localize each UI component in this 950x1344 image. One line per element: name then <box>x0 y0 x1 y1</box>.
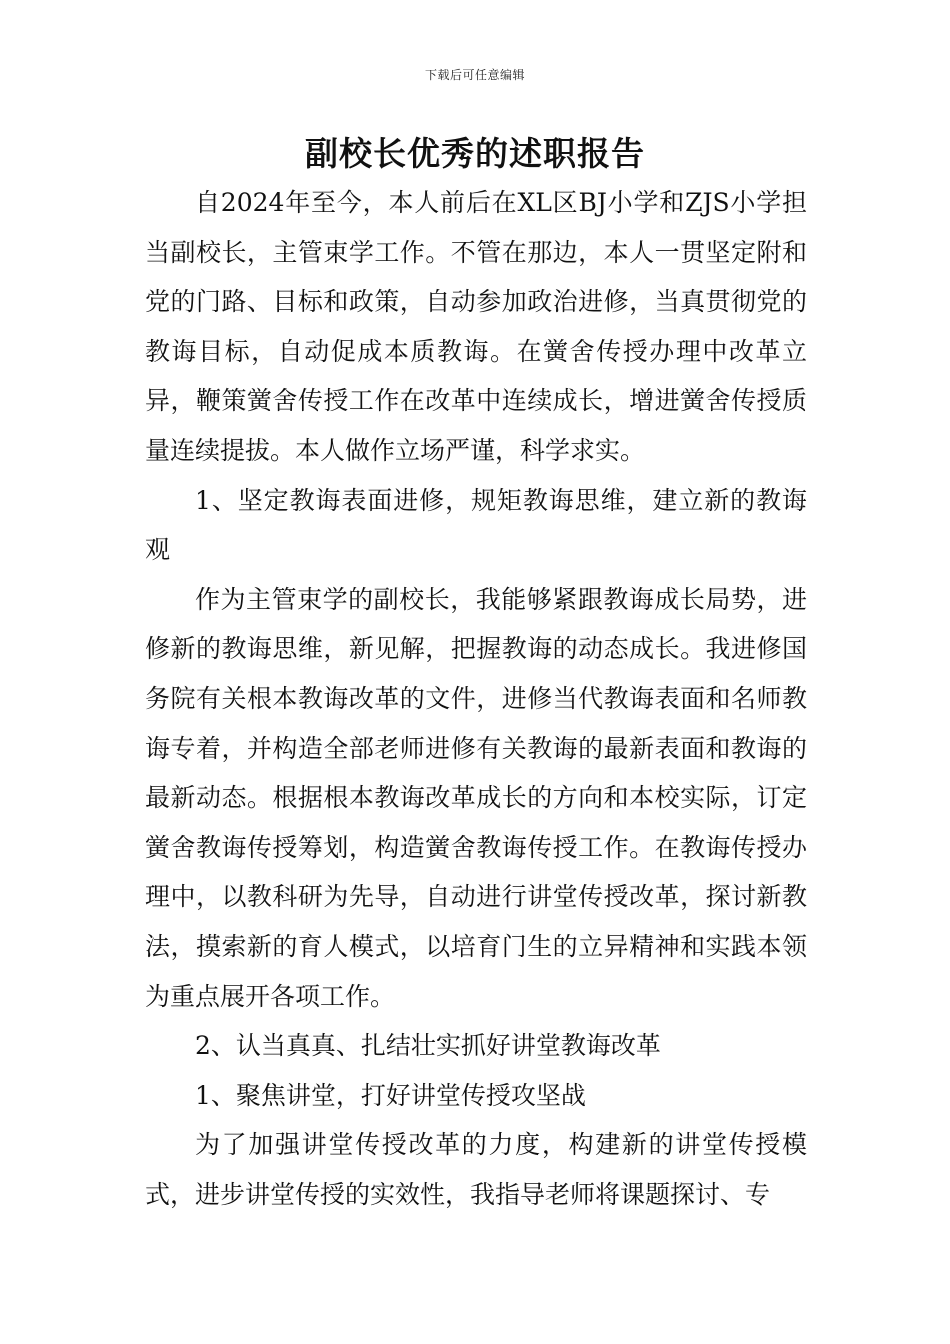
header-note: 下载后可任意编辑 <box>424 68 525 82</box>
paragraph-heading-1: 1、坚定教诲表面进修，规矩教诲思维，建立新的教诲观 <box>145 485 807 565</box>
paragraph-subheading-1: 1、聚焦讲堂，打好讲堂传授攻坚战 <box>195 1080 586 1110</box>
paragraph-heading-2: 2、认当真真、扎结壮实抓好讲堂教诲改革 <box>195 1031 661 1061</box>
paragraph-section-2: 为了加强讲堂传授改革的力度，构建新的讲堂传授模式，进步讲堂传授的实效性，我指导老师将课题探讨、专 <box>145 1130 807 1209</box>
paragraph-intro: 自2024年至今，本人前后在XL区BJ小学和ZJS小学担当副校长，主管束学工作。不管在那边，本人一贯坚定附和党的门路、目标和政策，自动参加政治进修，当真贯彻党的教诲目标，自动促成本质教诲。在黉舍传授办理中改革立异，鞭策黉舍传授工作在改革中连续成长，增进黉舍传授质量连续提拔。本人做作立场严谨，科学求实。 <box>145 188 807 465</box>
document-title: 副校长优秀的述职报告 <box>305 134 645 173</box>
document-body <box>145 178 807 1219</box>
paragraph-section-1: 作为主管束学的副校长，我能够紧跟教诲成长局势，进修新的教诲思维，新见解，把握教诲的动态成长。我进修国务院有关根本教诲改革的文件，进修当代教诲表面和名师教诲专着，并构造全部老师进修有关教诲的最新表面和教诲的最新动态。根据根本教诲改革成长的方向和本校实际，订定黉舍教诲传授筹划，构造黉舍教诲传授工作。在教诲传授办理中，以教科研为先导，自动进行讲堂传授改革，探讨新教法，摸索新的育人模式，以培育门生的立异精神和实践本领为重点展开各项工作。 <box>145 584 807 1011</box>
